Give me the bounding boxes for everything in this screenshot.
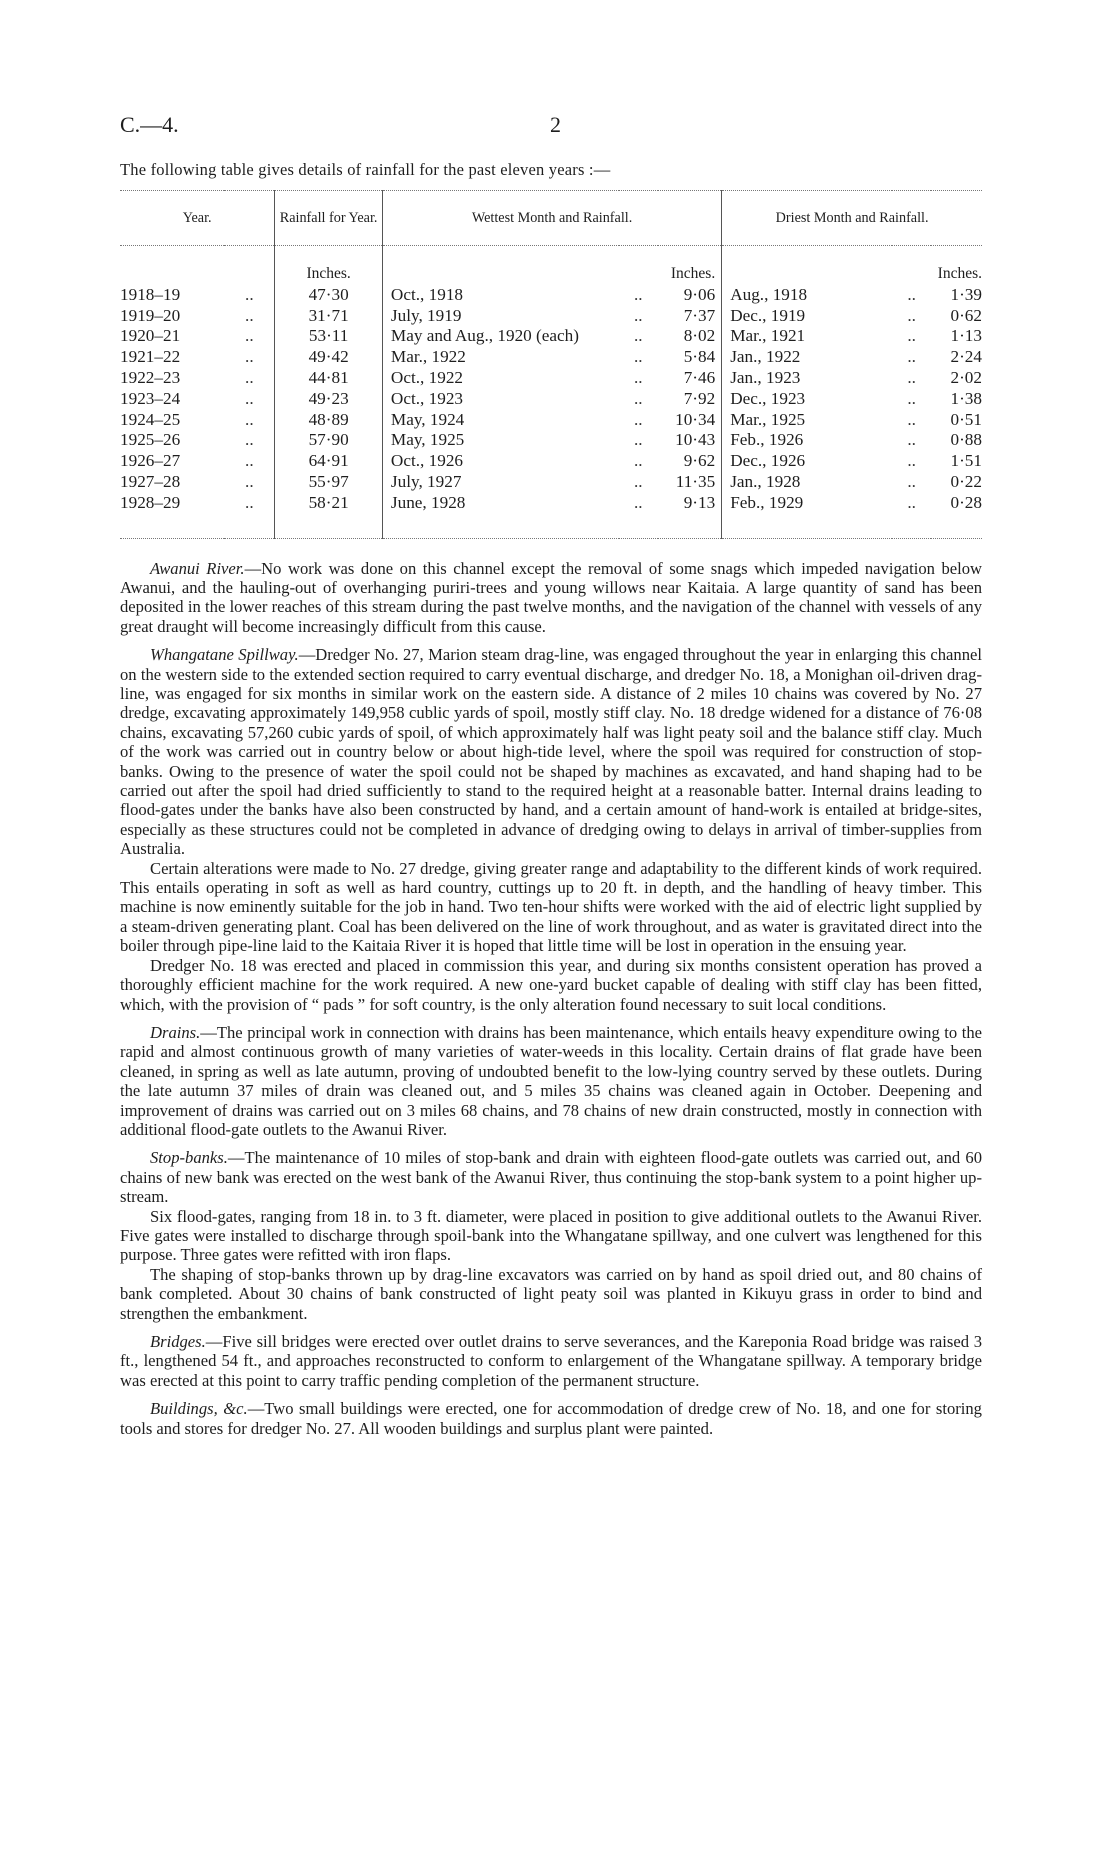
table-row [120,430,982,451]
cell-wet-in: 7·46 [683,367,716,387]
header-rainfall: Rainfall for Year. [275,191,383,246]
leader-dots: .. [633,492,643,512]
leader-dots: .. [907,305,916,325]
cell-year: 1918–19 [120,284,181,304]
cell-year: 1920–21 [120,326,181,346]
cell-dry-month: Dec., 1923 [722,389,892,410]
cell-dry-in: 2·24 [950,347,982,367]
cell-dry-in: 1·39 [950,284,982,304]
section-drains: Drains.—The principal work in connection with drains has been maintenance, which entails heavy expenditure owing to the rapid and almost continuous growth of many varieties of water-weeds in this locality. Certain drains of flat grade have been cleaned, in spring as well as late autumn, proving of undoubted benefit to the low-lying country served by these outlets. During the late autumn 37 miles of drain was cleaned out, and 5 miles 35 chains was cleaned again in October. Deepening and improvement of drains was carried out on 3 miles 68 chains, and 78 chains of new drain constructed, mostly in connection with additional flood-gate outlets to the Awanui River. [120,1022,982,1139]
heading-buildings: Buildings, &c. [150,1399,248,1419]
leader-dots: .. [633,471,643,491]
section-buildings: Buildings, &c.—Two small buildings were erected, one for accommodation of dredge crew of No. 18, and one for storing tools and stores for dredger No. 27. All wooden buildings and surplus plant were painted. [120,1399,982,1438]
cell-rain: 48·89 [275,410,383,431]
cell-dry-month: Dec., 1926 [722,451,892,472]
cell-wet-month: May, 1925 [382,430,618,451]
leader-dots: .. [907,471,916,491]
cell-wet-month: June, 1928 [382,493,618,538]
cell-year: 1924–25 [120,409,181,429]
header-wettest: Wettest Month and Rainfall. [382,191,721,246]
cell-rain: 55·97 [275,472,383,493]
cell-wet-in: 9·62 [683,451,716,471]
cell-rain: 64·91 [275,451,383,472]
document-page [120,112,982,1438]
leader-dots: .. [633,430,643,450]
leader-dots: .. [907,492,916,512]
cell-dry-in: 1·38 [950,388,982,408]
leader-dots: .. [907,284,916,304]
cell-dry-month: Mar., 1925 [722,410,892,431]
page-number: 2 [550,112,561,137]
table-row [120,285,982,306]
table-row [120,389,982,410]
cell-wet-in: 9·13 [683,492,716,512]
cell-rain: 58·21 [275,493,383,538]
leader-dots: .. [633,451,643,471]
leader-dots: .. [633,326,643,346]
cell-rain: 53·11 [275,326,383,347]
cell-wet-in: 10·34 [675,409,716,429]
cell-dry-in: 2·02 [950,367,982,387]
cell-dry-month: Dec., 1919 [722,306,892,327]
section-whangatane-spillway: Whangatane Spillway.—Dredger No. 27, Marion steam drag-line, was engaged throughout the year in enlarging this channel on the western side to the extended section required to carry eventual discharge, and dredger No. 18, a Monighan oil-driven drag-line, was engaged for six months in similar work on the eastern side. A distance of 2 miles 10 chains was covered by No. 27 dredge, excavating approximately 149,958 cublic yards of spoil, mostly stiff clay. No. 18 dredge widened for a distance of 76·08 chains, excavating 57,260 cubic yards of spoil, of which approximately half was light peaty soil and the balance stiff clay. Much of the work was carried out in country below or about high-tide level, where the spoil was required for construction of stop-banks. Owing to the presence of water the spoil could not be shaped by machines as excavated, and hand shaping had to be carried out after the spoil had dried sufficiently to stand to the required height at a reasonable batter. Internal drains leading to flood-gates under the banks have also been constructed by hand, and a certain amount of hand-work is entailed at bridge-sites, especially as these structures could not be completed in advance of dredging owing to delays in arrival of timber-supplies from Australia. [120,645,982,859]
cell-wet-in: 8·02 [683,326,716,346]
cell-dry-month: Aug., 1918 [722,285,892,306]
leader-dots: .. [907,451,916,471]
heading-awanui-river: Awanui River. [150,558,245,578]
units-wettest: Inches. [670,265,716,282]
table-header-row [120,191,982,246]
table-row [120,410,982,431]
leader-dots: .. [907,388,916,408]
paragraph-dredger-18: Dredger No. 18 was erected and placed in commission this year, and during six months consistent operation has proved a thoroughly efficient machine for the work required. A new one-yard bucket capable of dealing with stiff clay has been fitted, which, with the provision of “ pads ” for soft country, is the only alteration found necessary to suit local conditions. [120,955,982,1014]
paragraph-stop-bank-shaping: The shaping of stop-banks thrown up by drag-line excavators was carried on by hand as spoil dried out, and 80 chains of bank completed. About 30 chains of bank constructed of light peaty soil was planted in Kikuyu grass in order to bind and strengthen the embankment. [120,1264,982,1323]
leader-dots: .. [633,367,643,387]
cell-wet-in: 11·35 [675,471,716,491]
report-body [120,559,982,1438]
cell-dry-month: Jan., 1923 [722,368,892,389]
cell-wet-month: Oct., 1922 [382,368,618,389]
cell-rain: 31·71 [275,306,383,327]
table-row [120,493,982,538]
leader-dots: .. [907,347,916,367]
leader-dots: .. [633,284,643,304]
heading-drains: Drains. [150,1022,201,1042]
leader-dots: .. [245,409,254,429]
cell-wet-month: May and Aug., 1920 (each) [382,326,618,347]
cell-dry-in: 0·22 [950,471,982,491]
units-row [120,246,982,285]
cell-wet-month: July, 1919 [382,306,618,327]
leader-dots: .. [245,471,254,491]
section-stop-banks: Stop-banks.—The maintenance of 10 miles of stop-bank and drain with eighteen flood-gate outlets was carried out, and 60 chains of new bank was erected on the west bank of the Awanui River, thus continuing the stop-bank system to a point higher up-stream. [120,1148,982,1207]
cell-dry-in: 0·62 [950,305,982,325]
cell-dry-in: 1·51 [950,451,982,471]
table-row [120,472,982,493]
cell-rain: 49·42 [275,347,383,368]
cell-wet-month: Oct., 1923 [382,389,618,410]
cell-dry-month: Jan., 1922 [722,347,892,368]
leader-dots: .. [907,367,916,387]
cell-dry-in: 1·13 [950,326,982,346]
cell-dry-in: 0·51 [950,409,982,429]
leader-dots: .. [245,367,254,387]
cell-wet-month: Oct., 1926 [382,451,618,472]
cell-dry-in: 0·88 [950,430,982,450]
leader-dots: .. [907,409,916,429]
cell-year: 1926–27 [120,451,181,471]
cell-wet-in: 9·06 [683,284,716,304]
page-header [120,112,982,142]
section-bridges: Bridges.—Five sill bridges were erected over outlet drains to serve severances, and the Kareponia Road bridge was raised 3 ft., lengthened 54 ft., and approaches reconstructed to conform to enlargement of the Whangatane spillway. A temporary bridge was erected at this point to carry traffic pending completion of the permanent structure. [120,1332,982,1390]
heading-bridges: Bridges. [150,1332,206,1351]
cell-wet-month: May, 1924 [382,410,618,431]
cell-year: 1922–23 [120,367,181,387]
cell-wet-in: 7·37 [683,305,716,325]
leader-dots: .. [245,305,254,325]
heading-whangatane-spillway: Whangatane Spillway. [150,645,299,665]
cell-wet-in: 5·84 [683,347,716,367]
leader-dots: .. [245,347,254,367]
header-driest: Driest Month and Rainfall. [722,191,982,246]
table-intro: The following table gives details of rainfall for the past eleven years :— [120,160,611,179]
cell-year: 1919–20 [120,305,181,325]
leader-dots: .. [907,430,916,450]
cell-dry-month: Feb., 1926 [722,430,892,451]
leader-dots: .. [633,409,643,429]
cell-wet-in: 10·43 [675,430,716,450]
leader-dots: .. [245,284,254,304]
table-row [120,451,982,472]
leader-dots: .. [633,347,643,367]
leader-dots: .. [245,326,254,346]
cell-year: 1923–24 [120,388,181,408]
units-driest: Inches. [937,265,982,282]
cell-year: 1928–29 [120,492,181,512]
cell-dry-month: Mar., 1921 [722,326,892,347]
cell-year: 1925–26 [120,430,181,450]
heading-stop-banks: Stop-banks. [150,1148,228,1168]
cell-wet-month: Mar., 1922 [382,347,618,368]
units-rainfall: Inches. [275,246,383,285]
cell-rain: 49·23 [275,389,383,410]
leader-dots: .. [245,388,254,408]
table-row [120,326,982,347]
cell-dry-in: 0·28 [950,492,982,512]
table-row [120,347,982,368]
leader-dots: .. [907,326,916,346]
section-awanui-river: Awanui River.—No work was done on this channel except the removal of some snags which impeded navigation below Awanui, and the hauling-out of overhanging puriri-trees and young willows near Kaitaia. A large quantity of sand has been deposited in the lower reaches of this stream during the past twelve months, and the navigation of the channel with vessels of any great draught will become increasingly difficult from this cause. [120,558,983,636]
cell-wet-month: Oct., 1918 [382,285,618,306]
leader-dots: .. [633,305,643,325]
cell-wet-in: 7·92 [683,388,716,408]
cell-rain: 47·30 [275,285,383,306]
paragraph-dredge-27-alterations: Certain alterations were made to No. 27 dredge, giving greater range and adaptability to the different kinds of work required. This entails operating in soft as well as hard country, cuttings up to 20 ft. in depth, and the handling of heavy timber. This machine is now eminently suitable for the job in hand. Two ten-hour shifts were worked with the aid of electric light supplied by a steam-driven generating plant. Coal has been delivered on the line of work throughout, and as water is gravitated direct into the boiler through pipe-line laid to the Kaitaia River it is hoped that little time will be lost in operation in the ensuing year. [120,858,982,956]
document-reference: C.—4. [120,112,179,137]
paragraph-flood-gates: Six flood-gates, ranging from 18 in. to 3 ft. diameter, were placed in position to give additional outlets to the Awanui River. Five gates were installed to discharge through spoil-bank into the Whangatane spillway, and one culvert was lengthened for this purpose. Three gates were refitted with iron flaps. [120,1206,982,1265]
leader-dots: .. [245,451,254,471]
cell-rain: 57·90 [275,430,383,451]
leader-dots: .. [633,388,643,408]
rainfall-table [120,190,982,539]
cell-wet-month: July, 1927 [382,472,618,493]
leader-dots: .. [245,492,254,512]
cell-dry-month: Jan., 1928 [722,472,892,493]
cell-dry-month: Feb., 1929 [722,493,892,538]
table-row [120,368,982,389]
cell-rain: 44·81 [275,368,383,389]
header-year: Year. [120,191,275,246]
table-row [120,306,982,327]
cell-year: 1927–28 [120,471,181,491]
leader-dots: .. [245,430,254,450]
cell-year: 1921–22 [120,347,181,367]
